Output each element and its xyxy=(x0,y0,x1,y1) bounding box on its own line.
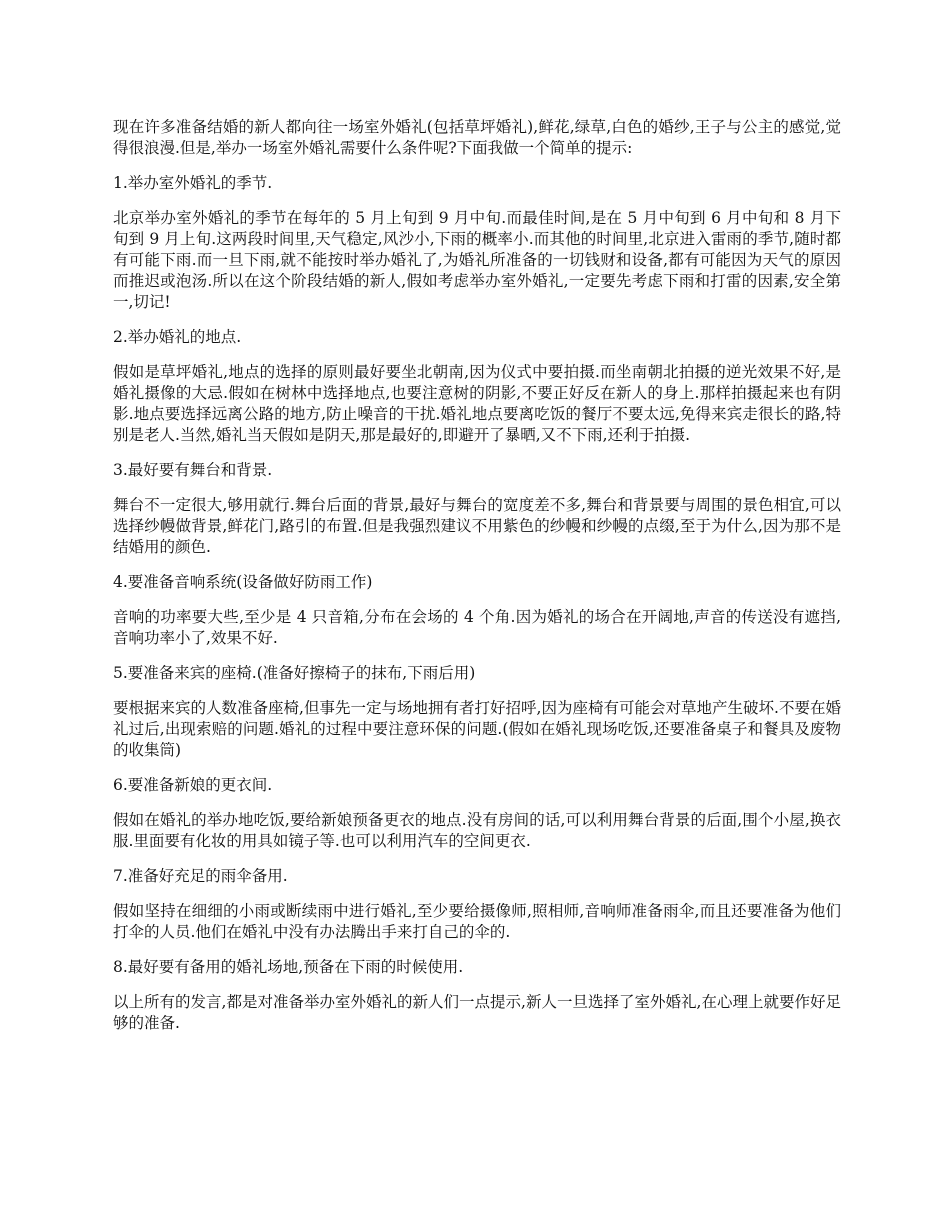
section-7-heading: 7.准备好充足的雨伞备用. xyxy=(113,867,288,885)
section-1-heading: 1.举办室外婚礼的季节. xyxy=(113,174,273,192)
section-7-body: 假如坚持在细细的小雨或断续雨中进行婚礼,至少要给摄像师,照相师,音响师准备雨伞,而且还要准备为他们打伞的人员.他们在婚礼中没有办法腾出手来打自己的伞的. xyxy=(113,902,841,941)
section-5-body: 要根据来宾的人数准备座椅,但事先一定与场地拥有者打好招呼,因为座椅有可能会对草地产生破坏.不要在婚礼过后,出现索赔的问题.婚礼的过程中要注意环保的问题.(假如在婚礼现场吃饭,还要准备桌子和餐具及废物的收集筒) xyxy=(113,699,841,759)
conclusion-paragraph: 以上所有的发言,都是对准备举办室外婚礼的新人们一点提示,新人一旦选择了室外婚礼,在心理上就要作好足够的准备. xyxy=(113,993,841,1032)
section-3-body: 舞台不一定很大,够用就行.舞台后面的背景,最好与舞台的宽度差不多,舞台和背景要与周围的景色相宜,可以选择纱幔做背景,鲜花门,路引的布置.但是我强烈建议不用紫色的纱幔和纱幔的点缀,至于为什么,因为那不是结婚用的颜色. xyxy=(113,496,841,556)
section-2-body: 假如是草坪婚礼,地点的选择的原则最好要坐北朝南,因为仪式中要拍摄.而坐南朝北拍摄的逆光效果不好,是婚礼摄像的大忌.假如在树林中选择地点,也要注意树的阴影,不要正好反在新人的身上.那样拍摄起来也有阴影.地点要选择远离公路的地方,防止噪音的干扰.婚礼地点要离吃饭的餐厅不要太远,免得来宾走很长的路,特别是老人.当然,婚礼当天假如是阴天,那是最好的,即避开了暴晒,又不下雨,还利于拍摄. xyxy=(113,363,841,444)
section-6-heading: 6.要准备新娘的更衣间. xyxy=(113,776,273,794)
section-8-heading: 8.最好要有备用的婚礼场地,预备在下雨的时候使用. xyxy=(113,958,464,976)
section-4-body: 音响的功率要大些,至少是 4 只音箱,分布在会场的 4 个角.因为婚礼的场合在开阔地,声音的传送没有遮挡,音响功率小了,效果不好. xyxy=(113,608,841,647)
section-5-heading: 5.要准备来宾的座椅.(准备好擦椅子的抹布,下雨后用) xyxy=(113,664,476,682)
section-2-heading: 2.举办婚礼的地点. xyxy=(113,328,242,346)
section-6-body: 假如在婚礼的举办地吃饭,要给新娘预备更衣的地点.没有房间的话,可以利用舞台背景的后面,围个小屋,换衣服.里面要有化妆的用具如镜子等.也可以利用汽车的空间更衣. xyxy=(113,811,841,850)
section-3-heading: 3.最好要有舞台和背景. xyxy=(113,461,273,479)
document-page xyxy=(113,117,841,1048)
section-4-heading: 4.要准备音响系统(设备做好防雨工作) xyxy=(113,573,373,591)
section-1-body: 北京举办室外婚礼的季节在每年的 5 月上旬到 9 月中旬.而最佳时间,是在 5 月中旬到 6 月中旬和 8 月下旬到 9 月上旬.这两段时间里,天气稳定,风沙小,下雨的概率小.而其他的时间里,北京进入雷雨的季节,随时都有可能下雨.而一旦下雨,就不能按时举办婚礼了,为婚礼所准备的一切钱财和设备,都有可能因为天气的原因而推迟或泡汤.所以在这个阶段结婚的新人,假如考虑举办室外婚礼,一定要先考虑下雨和打雷的因素,安全第一,切记! xyxy=(113,209,841,311)
intro-paragraph: 现在许多准备结婚的新人都向往一场室外婚礼(包括草坪婚礼),鲜花,绿草,白色的婚纱,王子与公主的感觉,觉得很浪漫.但是,举办一场室外婚礼需要什么条件呢?下面我做一个简单的提示: xyxy=(113,118,841,157)
